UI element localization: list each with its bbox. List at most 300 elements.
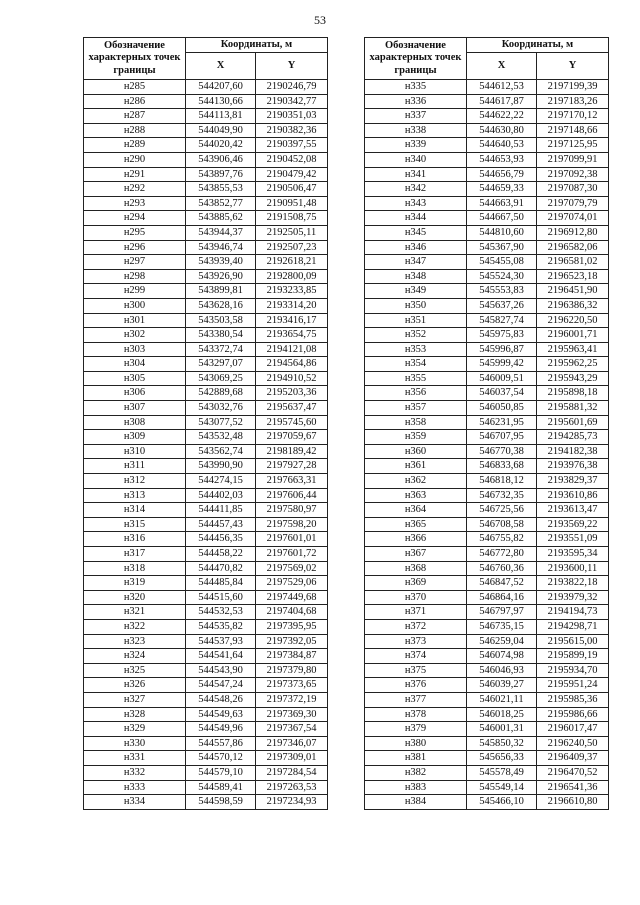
- point-name-cell: н341: [365, 167, 467, 182]
- point-name-cell: н299: [84, 284, 186, 299]
- point-name-cell: н305: [84, 371, 186, 386]
- y-coordinate-cell: 2194910,52: [256, 371, 328, 386]
- point-name-cell: н373: [365, 634, 467, 649]
- y-coordinate-cell: 2196001,71: [537, 328, 609, 343]
- point-name-cell: н368: [365, 561, 467, 576]
- table-row: [84, 196, 328, 211]
- point-name-cell: н351: [365, 313, 467, 328]
- y-coordinate-cell: 2193569,22: [537, 517, 609, 532]
- point-name-cell: н366: [365, 532, 467, 547]
- table-row: [84, 561, 328, 576]
- table-row: [365, 255, 609, 270]
- y-coordinate-cell: 2193822,18: [537, 576, 609, 591]
- y-coordinate-cell: 2197183,26: [537, 94, 609, 109]
- x-coordinate-cell: 544020,42: [186, 138, 256, 153]
- coordinates-header: Координаты, м: [467, 38, 609, 53]
- point-name-cell: н339: [365, 138, 467, 153]
- table-row: [365, 707, 609, 722]
- x-coordinate-cell: 545999,42: [467, 357, 537, 372]
- table-row: [84, 649, 328, 664]
- x-coordinate-cell: 543906,46: [186, 152, 256, 167]
- table-row: [365, 182, 609, 197]
- y-coordinate-cell: 2195943,29: [537, 371, 609, 386]
- y-coordinate-cell: 2195934,70: [537, 663, 609, 678]
- y-coordinate-cell: 2197199,39: [537, 80, 609, 95]
- x-coordinate-cell: 544598,59: [186, 795, 256, 810]
- table-row: [84, 152, 328, 167]
- table-row: [365, 225, 609, 240]
- table-row: [365, 561, 609, 576]
- point-name-cell: н324: [84, 649, 186, 664]
- table-row: [365, 517, 609, 532]
- x-coordinate-cell: 544549,96: [186, 722, 256, 737]
- y-coordinate-cell: 2197372,19: [256, 692, 328, 707]
- y-coordinate-cell: 2193976,38: [537, 459, 609, 474]
- point-name-cell: н313: [84, 488, 186, 503]
- table-row: [365, 547, 609, 562]
- x-coordinate-cell: 544411,85: [186, 503, 256, 518]
- point-name-cell: н350: [365, 298, 467, 313]
- x-coordinate-cell: 544630,80: [467, 123, 537, 138]
- y-coordinate-cell: 2193654,75: [256, 328, 328, 343]
- y-coordinate-cell: 2197580,97: [256, 503, 328, 518]
- x-coordinate-cell: 543532,48: [186, 430, 256, 445]
- table-row: [84, 503, 328, 518]
- point-name-cell: н348: [365, 269, 467, 284]
- x-coordinate-cell: 545549,14: [467, 780, 537, 795]
- table-row: [84, 430, 328, 445]
- x-coordinate-cell: 544640,53: [467, 138, 537, 153]
- table-row: [365, 386, 609, 401]
- table-row: [84, 780, 328, 795]
- x-coordinate-cell: 544541,64: [186, 649, 256, 664]
- x-coordinate-cell: 545524,30: [467, 269, 537, 284]
- y-coordinate-cell: 2197148,66: [537, 123, 609, 138]
- x-coordinate-cell: 543077,52: [186, 415, 256, 430]
- x-coordinate-cell: 544653,93: [467, 152, 537, 167]
- y-coordinate-cell: 2194182,38: [537, 444, 609, 459]
- point-name-cell: н315: [84, 517, 186, 532]
- table-row: [365, 692, 609, 707]
- y-coordinate-cell: 2196409,37: [537, 751, 609, 766]
- point-name-cell: н333: [84, 780, 186, 795]
- y-coordinate-cell: 2198189,42: [256, 444, 328, 459]
- y-coordinate-cell: 2197598,20: [256, 517, 328, 532]
- point-name-cell: н372: [365, 619, 467, 634]
- point-name-cell: н330: [84, 736, 186, 751]
- table-row: [365, 240, 609, 255]
- point-name-cell: н357: [365, 401, 467, 416]
- point-name-cell: н297: [84, 255, 186, 270]
- table-row: [84, 298, 328, 313]
- x-coordinate-cell: 546833,68: [467, 459, 537, 474]
- x-coordinate-cell: 545466,10: [467, 795, 537, 810]
- y-coordinate-cell: 2197395,95: [256, 619, 328, 634]
- y-coordinate-cell: 2190351,03: [256, 109, 328, 124]
- table-row: [365, 780, 609, 795]
- y-coordinate-cell: 2190382,36: [256, 123, 328, 138]
- point-name-cell: н380: [365, 736, 467, 751]
- y-coordinate-cell: 2192800,09: [256, 269, 328, 284]
- table-row: [84, 240, 328, 255]
- x-coordinate-cell: 543990,90: [186, 459, 256, 474]
- y-coordinate-cell: 2193600,11: [537, 561, 609, 576]
- point-name-cell: н342: [365, 182, 467, 197]
- x-coordinate-cell: 544622,22: [467, 109, 537, 124]
- table-row: [365, 444, 609, 459]
- point-name-cell: н369: [365, 576, 467, 591]
- y-coordinate-cell: 2190246,79: [256, 80, 328, 95]
- table-row: [365, 80, 609, 95]
- y-coordinate-cell: 2196610,80: [537, 795, 609, 810]
- point-name-cell: н290: [84, 152, 186, 167]
- point-name-cell: н318: [84, 561, 186, 576]
- x-coordinate-cell: 544543,90: [186, 663, 256, 678]
- x-coordinate-cell: 543562,74: [186, 444, 256, 459]
- table-row: [84, 692, 328, 707]
- x-coordinate-cell: 543939,40: [186, 255, 256, 270]
- table-row: [365, 619, 609, 634]
- x-coordinate-cell: 543628,16: [186, 298, 256, 313]
- x-coordinate-cell: 545367,90: [467, 240, 537, 255]
- table-row: [365, 795, 609, 810]
- table-row: [84, 547, 328, 562]
- point-name-cell: н312: [84, 474, 186, 489]
- y-coordinate-cell: 2197234,93: [256, 795, 328, 810]
- y-coordinate-cell: 2193416,17: [256, 313, 328, 328]
- table-row: [84, 94, 328, 109]
- y-coordinate-cell: 2190397,55: [256, 138, 328, 153]
- x-coordinate-cell: 544402,03: [186, 488, 256, 503]
- y-coordinate-cell: 2192507,23: [256, 240, 328, 255]
- x-coordinate-cell: 546818,12: [467, 474, 537, 489]
- table-row: [84, 386, 328, 401]
- x-coordinate-cell: 545827,74: [467, 313, 537, 328]
- point-name-cell: н377: [365, 692, 467, 707]
- x-coordinate-cell: 546797,97: [467, 605, 537, 620]
- x-coordinate-cell: 542889,68: [186, 386, 256, 401]
- point-name-cell: н303: [84, 342, 186, 357]
- point-name-cell: н300: [84, 298, 186, 313]
- y-coordinate-cell: 2195881,32: [537, 401, 609, 416]
- table-row: [84, 357, 328, 372]
- point-name-cell: н382: [365, 765, 467, 780]
- point-name-cell: н335: [365, 80, 467, 95]
- point-name-cell: н340: [365, 152, 467, 167]
- y-coordinate-cell: 2195601,69: [537, 415, 609, 430]
- x-coordinate-cell: 544589,41: [186, 780, 256, 795]
- point-name-cell: н295: [84, 225, 186, 240]
- page-number: 53: [314, 13, 326, 27]
- table-row: [365, 474, 609, 489]
- table-row: [84, 328, 328, 343]
- x-coordinate-cell: 543852,77: [186, 196, 256, 211]
- table-row: [84, 255, 328, 270]
- y-header: Y: [256, 53, 328, 80]
- point-name-cell: н356: [365, 386, 467, 401]
- x-coordinate-cell: 543899,81: [186, 284, 256, 299]
- x-coordinate-cell: 545656,33: [467, 751, 537, 766]
- y-coordinate-cell: 2197927,28: [256, 459, 328, 474]
- point-name-cell: н323: [84, 634, 186, 649]
- point-name-cell: н306: [84, 386, 186, 401]
- y-coordinate-cell: 2197092,38: [537, 167, 609, 182]
- y-coordinate-cell: 2197367,54: [256, 722, 328, 737]
- point-name-cell: н355: [365, 371, 467, 386]
- y-coordinate-cell: 2197170,12: [537, 109, 609, 124]
- x-coordinate-cell: 545850,32: [467, 736, 537, 751]
- x-coordinate-cell: 543297,07: [186, 357, 256, 372]
- x-coordinate-cell: 544485,84: [186, 576, 256, 591]
- x-coordinate-cell: 543503,58: [186, 313, 256, 328]
- table-body-right: [365, 80, 609, 810]
- point-name-header: Обозначение характерных точек границы: [365, 38, 467, 80]
- table-row: [84, 590, 328, 605]
- x-coordinate-cell: 544207,60: [186, 80, 256, 95]
- table-row: [84, 167, 328, 182]
- x-coordinate-cell: 544667,50: [467, 211, 537, 226]
- y-coordinate-cell: 2196523,18: [537, 269, 609, 284]
- table-row: [84, 795, 328, 810]
- x-coordinate-cell: 546760,36: [467, 561, 537, 576]
- y-coordinate-cell: 2197263,53: [256, 780, 328, 795]
- x-coordinate-cell: 545975,83: [467, 328, 537, 343]
- point-name-cell: н374: [365, 649, 467, 664]
- x-coordinate-cell: 546772,80: [467, 547, 537, 562]
- y-coordinate-cell: 2197404,68: [256, 605, 328, 620]
- table-row: [84, 619, 328, 634]
- point-name-cell: н379: [365, 722, 467, 737]
- table-row: [365, 298, 609, 313]
- y-coordinate-cell: 2196451,90: [537, 284, 609, 299]
- x-header: X: [186, 53, 256, 80]
- x-coordinate-cell: 545455,08: [467, 255, 537, 270]
- point-name-cell: н304: [84, 357, 186, 372]
- point-name-cell: н359: [365, 430, 467, 445]
- y-coordinate-cell: 2197087,30: [537, 182, 609, 197]
- point-name-cell: н320: [84, 590, 186, 605]
- y-coordinate-cell: 2196541,36: [537, 780, 609, 795]
- point-name-cell: н317: [84, 547, 186, 562]
- y-coordinate-cell: 2194194,73: [537, 605, 609, 620]
- x-coordinate-cell: 546009,51: [467, 371, 537, 386]
- table-row: [365, 605, 609, 620]
- point-name-cell: н361: [365, 459, 467, 474]
- point-name-cell: н307: [84, 401, 186, 416]
- table-row: [84, 415, 328, 430]
- table-row: [365, 269, 609, 284]
- x-coordinate-cell: 544535,82: [186, 619, 256, 634]
- table-row: [365, 371, 609, 386]
- point-name-cell: н365: [365, 517, 467, 532]
- table-row: [365, 430, 609, 445]
- table-row: [84, 80, 328, 95]
- table-row: [365, 94, 609, 109]
- y-coordinate-cell: 2197059,67: [256, 430, 328, 445]
- x-coordinate-cell: 543855,53: [186, 182, 256, 197]
- table-row: [365, 138, 609, 153]
- table-row: [84, 342, 328, 357]
- y-coordinate-cell: 2196581,02: [537, 255, 609, 270]
- y-coordinate-cell: 2197373,65: [256, 678, 328, 693]
- point-name-cell: н378: [365, 707, 467, 722]
- table-row: [365, 152, 609, 167]
- y-coordinate-cell: 2190506,47: [256, 182, 328, 197]
- y-coordinate-cell: 2193613,47: [537, 503, 609, 518]
- y-coordinate-cell: 2197384,87: [256, 649, 328, 664]
- x-coordinate-cell: 546039,27: [467, 678, 537, 693]
- y-coordinate-cell: 2197074,01: [537, 211, 609, 226]
- x-coordinate-cell: 546231,95: [467, 415, 537, 430]
- table-row: [84, 663, 328, 678]
- point-name-cell: н336: [365, 94, 467, 109]
- table-row: [84, 517, 328, 532]
- x-coordinate-cell: 544470,82: [186, 561, 256, 576]
- x-coordinate-cell: 546001,31: [467, 722, 537, 737]
- table-row: [365, 532, 609, 547]
- table-row: [365, 678, 609, 693]
- y-coordinate-cell: 2194285,73: [537, 430, 609, 445]
- table-row: [84, 109, 328, 124]
- point-name-cell: н294: [84, 211, 186, 226]
- table-row: [84, 474, 328, 489]
- point-name-cell: н345: [365, 225, 467, 240]
- table-row: [84, 634, 328, 649]
- x-coordinate-cell: 544659,33: [467, 182, 537, 197]
- table-row: [84, 225, 328, 240]
- x-coordinate-cell: 546864,16: [467, 590, 537, 605]
- x-coordinate-cell: 543069,25: [186, 371, 256, 386]
- x-coordinate-cell: 545553,83: [467, 284, 537, 299]
- point-name-cell: н338: [365, 123, 467, 138]
- x-coordinate-cell: 544113,81: [186, 109, 256, 124]
- table-row: [84, 138, 328, 153]
- point-name-cell: н319: [84, 576, 186, 591]
- y-coordinate-cell: 2191508,75: [256, 211, 328, 226]
- table-row: [84, 736, 328, 751]
- y-coordinate-cell: 2195986,66: [537, 707, 609, 722]
- y-coordinate-cell: 2194298,71: [537, 619, 609, 634]
- point-name-cell: н353: [365, 342, 467, 357]
- y-coordinate-cell: 2197569,02: [256, 561, 328, 576]
- table-row: [84, 284, 328, 299]
- x-coordinate-cell: 544049,90: [186, 123, 256, 138]
- x-coordinate-cell: 546046,93: [467, 663, 537, 678]
- table-row: [84, 444, 328, 459]
- table-row: [365, 328, 609, 343]
- coordinates-header: Координаты, м: [186, 38, 328, 53]
- table-row: [365, 123, 609, 138]
- x-coordinate-cell: 544130,66: [186, 94, 256, 109]
- point-name-cell: н383: [365, 780, 467, 795]
- table-row: [84, 576, 328, 591]
- table-row: [365, 196, 609, 211]
- y-coordinate-cell: 2197392,05: [256, 634, 328, 649]
- point-name-cell: н344: [365, 211, 467, 226]
- point-name-cell: н334: [84, 795, 186, 810]
- x-coordinate-cell: 544274,15: [186, 474, 256, 489]
- point-name-cell: н301: [84, 313, 186, 328]
- point-name-cell: н291: [84, 167, 186, 182]
- y-coordinate-cell: 2193233,85: [256, 284, 328, 299]
- x-coordinate-cell: 546021,11: [467, 692, 537, 707]
- x-coordinate-cell: 544457,43: [186, 517, 256, 532]
- table-row: [365, 211, 609, 226]
- y-coordinate-cell: 2196582,06: [537, 240, 609, 255]
- y-coordinate-cell: 2194121,08: [256, 342, 328, 357]
- table-row: [84, 123, 328, 138]
- x-coordinate-cell: 543944,37: [186, 225, 256, 240]
- x-coordinate-cell: 546755,82: [467, 532, 537, 547]
- x-coordinate-cell: 546770,38: [467, 444, 537, 459]
- x-coordinate-cell: 546037,54: [467, 386, 537, 401]
- table-row: [84, 313, 328, 328]
- y-coordinate-cell: 2196240,50: [537, 736, 609, 751]
- y-coordinate-cell: 2195951,24: [537, 678, 609, 693]
- table-row: [365, 722, 609, 737]
- x-coordinate-cell: 546725,56: [467, 503, 537, 518]
- point-name-cell: н327: [84, 692, 186, 707]
- table-row: [365, 503, 609, 518]
- point-name-cell: н322: [84, 619, 186, 634]
- point-name-cell: н362: [365, 474, 467, 489]
- point-name-cell: н296: [84, 240, 186, 255]
- table-row: [84, 488, 328, 503]
- x-coordinate-cell: 543926,90: [186, 269, 256, 284]
- x-coordinate-cell: 544532,53: [186, 605, 256, 620]
- y-coordinate-cell: 2190479,42: [256, 167, 328, 182]
- y-coordinate-cell: 2193610,86: [537, 488, 609, 503]
- x-coordinate-cell: 544547,24: [186, 678, 256, 693]
- point-name-header: Обозначение характерных точек границы: [84, 38, 186, 80]
- coordinates-table-right: [364, 37, 609, 810]
- table-row: [84, 765, 328, 780]
- y-coordinate-cell: 2197099,91: [537, 152, 609, 167]
- y-coordinate-cell: 2195963,41: [537, 342, 609, 357]
- y-coordinate-cell: 2195899,19: [537, 649, 609, 664]
- point-name-cell: н331: [84, 751, 186, 766]
- table-row: [365, 576, 609, 591]
- y-coordinate-cell: 2197125,95: [537, 138, 609, 153]
- table-row: [84, 707, 328, 722]
- point-name-cell: н293: [84, 196, 186, 211]
- x-coordinate-cell: 544515,60: [186, 590, 256, 605]
- x-coordinate-cell: 544617,87: [467, 94, 537, 109]
- y-coordinate-cell: 2195962,25: [537, 357, 609, 372]
- y-coordinate-cell: 2194564,86: [256, 357, 328, 372]
- point-name-cell: н329: [84, 722, 186, 737]
- table-row: [365, 663, 609, 678]
- point-name-cell: н370: [365, 590, 467, 605]
- table-row: [365, 459, 609, 474]
- y-coordinate-cell: 2197309,01: [256, 751, 328, 766]
- x-coordinate-cell: 546707,95: [467, 430, 537, 445]
- x-coordinate-cell: 544458,22: [186, 547, 256, 562]
- x-coordinate-cell: 544656,79: [467, 167, 537, 182]
- y-coordinate-cell: 2193314,20: [256, 298, 328, 313]
- table-row: [365, 284, 609, 299]
- x-coordinate-cell: 544548,26: [186, 692, 256, 707]
- table-row: [365, 649, 609, 664]
- point-name-cell: н314: [84, 503, 186, 518]
- point-name-cell: н375: [365, 663, 467, 678]
- x-coordinate-cell: 543380,54: [186, 328, 256, 343]
- x-coordinate-cell: 546050,85: [467, 401, 537, 416]
- point-name-cell: н288: [84, 123, 186, 138]
- table-row: [365, 736, 609, 751]
- x-coordinate-cell: 546732,35: [467, 488, 537, 503]
- table-row: [365, 342, 609, 357]
